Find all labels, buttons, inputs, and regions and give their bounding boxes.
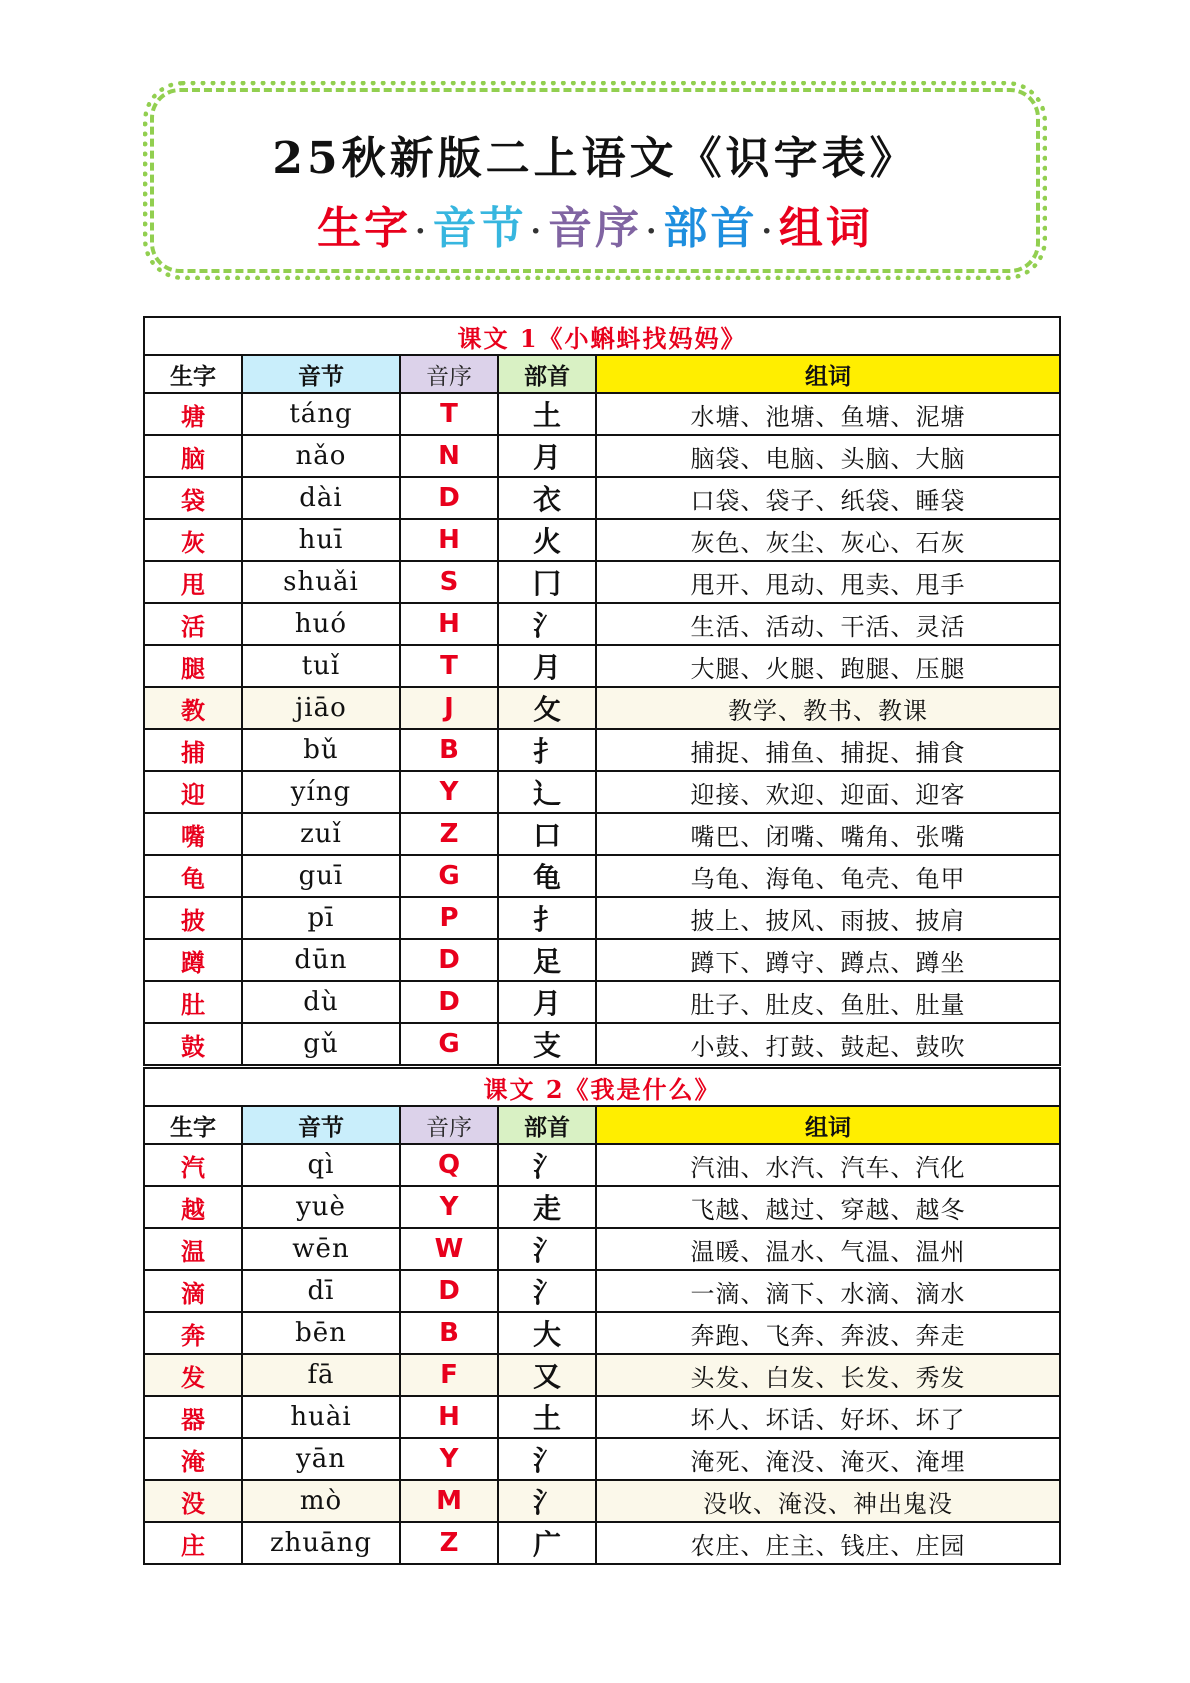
cell-order: D	[400, 477, 498, 519]
cell-pinyin: dī	[242, 1270, 400, 1312]
table-row	[144, 687, 1060, 729]
cell-pinyin: huī	[242, 519, 400, 561]
cell-words: 迎接、欢迎、迎面、迎客	[596, 771, 1060, 813]
cell-order: D	[400, 1270, 498, 1312]
cell-words: 嘴巴、闭嘴、嘴角、张嘴	[596, 813, 1060, 855]
cell-order: S	[400, 561, 498, 603]
table-row	[144, 939, 1060, 981]
cell-char: 肚	[144, 981, 242, 1023]
cell-char: 奔	[144, 1312, 242, 1354]
cell-words: 捕捉、捕鱼、捕捉、捕食	[596, 729, 1060, 771]
table-row	[144, 561, 1060, 603]
table-row	[144, 855, 1060, 897]
cell-radical: 火	[498, 519, 596, 561]
cell-char: 温	[144, 1228, 242, 1270]
cell-order: G	[400, 1023, 498, 1065]
cell-char: 淹	[144, 1438, 242, 1480]
cell-words: 教学、教书、教课	[596, 687, 1060, 729]
cell-pinyin: zhuāng	[242, 1522, 400, 1564]
cell-words: 灰色、灰尘、灰心、石灰	[596, 519, 1060, 561]
table-row	[144, 1312, 1060, 1354]
cell-radical: 足	[498, 939, 596, 981]
cell-pinyin: táng	[242, 393, 400, 435]
cell-order: Z	[400, 813, 498, 855]
cell-order: T	[400, 645, 498, 687]
cell-order: D	[400, 939, 498, 981]
cell-char: 袋	[144, 477, 242, 519]
cell-order: F	[400, 1354, 498, 1396]
column-header-pinyin: 音节	[242, 1106, 400, 1144]
cell-words: 飞越、越过、穿越、越冬	[596, 1186, 1060, 1228]
cell-pinyin: tuǐ	[242, 645, 400, 687]
table-row	[144, 393, 1060, 435]
cell-radical: 走	[498, 1186, 596, 1228]
cell-char: 龟	[144, 855, 242, 897]
cell-radical: 氵	[498, 1438, 596, 1480]
cell-pinyin: dài	[242, 477, 400, 519]
cell-char: 披	[144, 897, 242, 939]
cell-pinyin: qì	[242, 1144, 400, 1186]
cell-words: 蹲下、蹲守、蹲点、蹲坐	[596, 939, 1060, 981]
cell-pinyin: bǔ	[242, 729, 400, 771]
table-row	[144, 1228, 1060, 1270]
cell-order: T	[400, 393, 498, 435]
table-row	[144, 519, 1060, 561]
cell-radical: 扌	[498, 897, 596, 939]
cell-order: H	[400, 603, 498, 645]
cell-radical: 月	[498, 435, 596, 477]
cell-words: 水塘、池塘、鱼塘、泥塘	[596, 393, 1060, 435]
cell-radical: 氵	[498, 1228, 596, 1270]
cell-order: N	[400, 435, 498, 477]
cell-pinyin: gǔ	[242, 1023, 400, 1065]
column-header-radical: 部首	[498, 1106, 596, 1144]
cell-radical: 大	[498, 1312, 596, 1354]
cell-order: B	[400, 1312, 498, 1354]
table-row	[144, 771, 1060, 813]
table-row	[144, 645, 1060, 687]
cell-words: 大腿、火腿、跑腿、压腿	[596, 645, 1060, 687]
cell-pinyin: guī	[242, 855, 400, 897]
cell-pinyin: yuè	[242, 1186, 400, 1228]
lesson-table-1	[143, 316, 1061, 1066]
cell-order: Q	[400, 1144, 498, 1186]
table-row	[144, 1186, 1060, 1228]
column-header-words: 组词	[596, 355, 1060, 393]
subtitle-part: 部首	[663, 203, 758, 254]
cell-char: 没	[144, 1480, 242, 1522]
cell-radical: 扌	[498, 729, 596, 771]
cell-radical: 氵	[498, 1144, 596, 1186]
cell-radical: 氵	[498, 1270, 596, 1312]
cell-char: 脑	[144, 435, 242, 477]
column-header-char: 生字	[144, 355, 242, 393]
cell-radical: 冂	[498, 561, 596, 603]
cell-char: 塘	[144, 393, 242, 435]
table-row	[144, 1480, 1060, 1522]
cell-order: Z	[400, 1522, 498, 1564]
cell-radical: 月	[498, 645, 596, 687]
cell-pinyin: dūn	[242, 939, 400, 981]
table-row	[144, 813, 1060, 855]
cell-char: 活	[144, 603, 242, 645]
cell-pinyin: mò	[242, 1480, 400, 1522]
cell-radical: 土	[498, 393, 596, 435]
cell-words: 温暖、温水、气温、温州	[596, 1228, 1060, 1270]
cell-radical: 月	[498, 981, 596, 1023]
cell-radical: 氵	[498, 1480, 596, 1522]
cell-radical: 支	[498, 1023, 596, 1065]
cell-radical: 广	[498, 1522, 596, 1564]
cell-char: 捕	[144, 729, 242, 771]
cell-words: 坏人、坏话、好坏、坏了	[596, 1396, 1060, 1438]
cell-pinyin: nǎo	[242, 435, 400, 477]
cell-words: 头发、白发、长发、秀发	[596, 1354, 1060, 1396]
subtitle-separator: ·	[761, 214, 775, 249]
subtitle-part: 组词	[778, 203, 873, 254]
column-header-words: 组词	[596, 1106, 1060, 1144]
cell-order: P	[400, 897, 498, 939]
cell-order: B	[400, 729, 498, 771]
table-row	[144, 1396, 1060, 1438]
cell-words: 没收、淹没、神出鬼没	[596, 1480, 1060, 1522]
table-row	[144, 1144, 1060, 1186]
cell-char: 鼓	[144, 1023, 242, 1065]
cell-order: Y	[400, 1186, 498, 1228]
cell-pinyin: wēn	[242, 1228, 400, 1270]
cell-order: Y	[400, 1438, 498, 1480]
cell-radical: 龟	[498, 855, 596, 897]
cell-order: G	[400, 855, 498, 897]
page-title: 25秋新版二上语文《识字表》	[272, 133, 918, 184]
cell-pinyin: pī	[242, 897, 400, 939]
cell-words: 淹死、淹没、淹灭、淹埋	[596, 1438, 1060, 1480]
cell-char: 腿	[144, 645, 242, 687]
cell-words: 农庄、庄主、钱庄、庄园	[596, 1522, 1060, 1564]
cell-pinyin: yíng	[242, 771, 400, 813]
cell-char: 嘴	[144, 813, 242, 855]
table-row	[144, 1270, 1060, 1312]
cell-radical: 衣	[498, 477, 596, 519]
table-row	[144, 435, 1060, 477]
cell-pinyin: fā	[242, 1354, 400, 1396]
table-row	[144, 1354, 1060, 1396]
cell-words: 乌龟、海龟、龟壳、龟甲	[596, 855, 1060, 897]
table-row	[144, 1522, 1060, 1564]
lesson-table-2	[143, 1067, 1061, 1565]
column-header-char: 生字	[144, 1106, 242, 1144]
table-row	[144, 729, 1060, 771]
cell-radical: 辶	[498, 771, 596, 813]
cell-order: H	[400, 519, 498, 561]
cell-char: 滴	[144, 1270, 242, 1312]
cell-char: 甩	[144, 561, 242, 603]
cell-pinyin: dù	[242, 981, 400, 1023]
cell-char: 蹲	[144, 939, 242, 981]
cell-pinyin: huài	[242, 1396, 400, 1438]
lesson-title: 课文 1《小蝌蚪找妈妈》	[144, 317, 1060, 355]
subtitle-separator: ·	[530, 214, 544, 249]
lesson-title: 课文 2《我是什么》	[144, 1068, 1060, 1106]
cell-words: 甩开、甩动、甩卖、甩手	[596, 561, 1060, 603]
cell-pinyin: jiāo	[242, 687, 400, 729]
subtitle-separator: ·	[646, 214, 660, 249]
subtitle-part: 音节	[432, 203, 527, 254]
page-subtitle	[154, 192, 1036, 256]
cell-words: 脑袋、电脑、头脑、大脑	[596, 435, 1060, 477]
cell-words: 一滴、滴下、水滴、滴水	[596, 1270, 1060, 1312]
cell-order: H	[400, 1396, 498, 1438]
cell-pinyin: huó	[242, 603, 400, 645]
subtitle-separator: ·	[415, 214, 429, 249]
column-header-pinyin: 音节	[242, 355, 400, 393]
cell-order: Y	[400, 771, 498, 813]
cell-order: M	[400, 1480, 498, 1522]
cell-radical: 氵	[498, 603, 596, 645]
table-row	[144, 1438, 1060, 1480]
cell-words: 小鼓、打鼓、鼓起、鼓吹	[596, 1023, 1060, 1065]
column-header-radical: 部首	[498, 355, 596, 393]
cell-char: 器	[144, 1396, 242, 1438]
cell-words: 披上、披风、雨披、披肩	[596, 897, 1060, 939]
cell-char: 庄	[144, 1522, 242, 1564]
table-row	[144, 477, 1060, 519]
cell-char: 灰	[144, 519, 242, 561]
table-row	[144, 897, 1060, 939]
cell-char: 教	[144, 687, 242, 729]
cell-words: 口袋、袋子、纸袋、睡袋	[596, 477, 1060, 519]
cell-radical: 攵	[498, 687, 596, 729]
cell-order: J	[400, 687, 498, 729]
cell-char: 迎	[144, 771, 242, 813]
table-row	[144, 1023, 1060, 1065]
table-row	[144, 603, 1060, 645]
cell-words: 生活、活动、干活、灵活	[596, 603, 1060, 645]
column-header-order: 音序	[400, 355, 498, 393]
cell-radical: 又	[498, 1354, 596, 1396]
cell-radical: 土	[498, 1396, 596, 1438]
cell-char: 越	[144, 1186, 242, 1228]
cell-order: W	[400, 1228, 498, 1270]
cell-pinyin: bēn	[242, 1312, 400, 1354]
cell-words: 肚子、肚皮、鱼肚、肚量	[596, 981, 1060, 1023]
cell-pinyin: shuǎi	[242, 561, 400, 603]
column-header-order: 音序	[400, 1106, 498, 1144]
subtitle-part: 生字	[317, 203, 412, 254]
title-banner	[150, 88, 1040, 273]
cell-pinyin: zuǐ	[242, 813, 400, 855]
cell-char: 发	[144, 1354, 242, 1396]
subtitle-part: 音序	[548, 203, 642, 254]
cell-radical: 口	[498, 813, 596, 855]
cell-words: 奔跑、飞奔、奔波、奔走	[596, 1312, 1060, 1354]
cell-pinyin: yān	[242, 1438, 400, 1480]
cell-order: D	[400, 981, 498, 1023]
cell-words: 汽油、水汽、汽车、汽化	[596, 1144, 1060, 1186]
cell-char: 汽	[144, 1144, 242, 1186]
table-row	[144, 981, 1060, 1023]
